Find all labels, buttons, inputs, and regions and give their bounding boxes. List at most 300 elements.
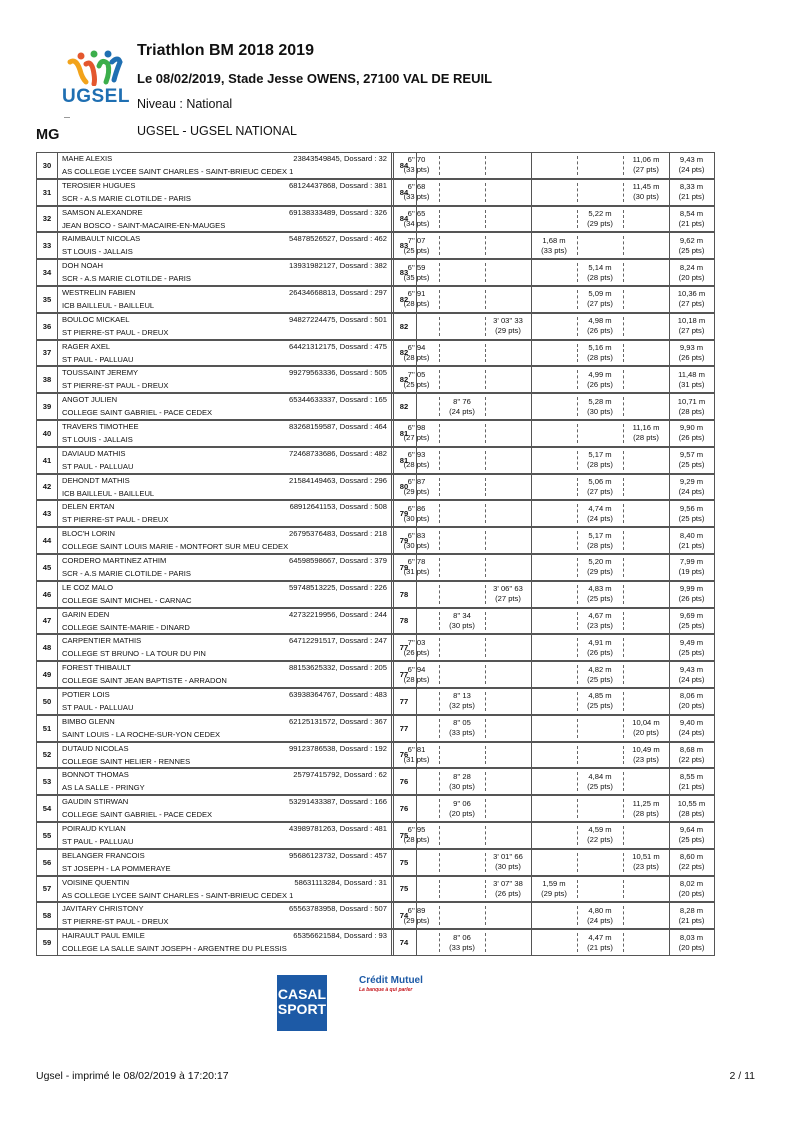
athlete-license: 23843549845, Dossard : 32: [293, 154, 387, 163]
column-separator: [531, 742, 532, 769]
event-result: 10,51 m: [632, 852, 660, 862]
event-cell-6: [623, 447, 669, 474]
athlete-school: COLLEGE SAINT MICHEL - CARNAC: [62, 595, 192, 605]
column-separator: [623, 853, 624, 872]
event-result: 9,43 m: [679, 155, 704, 165]
event-cell-5: [577, 688, 623, 715]
table-row: [36, 742, 758, 769]
event-cell-5: [577, 554, 623, 581]
event-cell-4: [531, 286, 577, 313]
event-result: 6'' 68: [407, 182, 426, 192]
athlete-school: ST PIERRE-ST PAUL - DREUX: [62, 327, 169, 337]
event-cell-6: [623, 420, 669, 447]
event-result: 6'' 59: [407, 262, 426, 272]
column-separator: [577, 397, 578, 416]
athlete-cell: [57, 929, 392, 956]
athlete-name: DOH NOAH: [62, 261, 103, 271]
event-cell-1: [393, 795, 439, 822]
event-cell-6: [623, 795, 669, 822]
athlete-license: 68912641153, Dossard : 508: [289, 502, 387, 512]
athlete-cell: [57, 259, 392, 286]
event-result: 6'' 94: [407, 664, 426, 674]
column-separator: [531, 393, 532, 420]
points-cell: 81: [391, 447, 417, 474]
event-cell-3: [485, 152, 531, 179]
athlete-license: 13931982127, Dossard : 382: [289, 261, 387, 271]
athlete-school: COLLEGE SAINT JEAN BAPTISTE - ARRADON: [62, 676, 227, 686]
column-separator: [623, 719, 624, 738]
event-points: (27 pts): [587, 299, 613, 309]
event-cell-2: [439, 474, 485, 501]
column-separator: [439, 317, 440, 336]
column-separator: [485, 290, 486, 309]
column-separator: [669, 474, 670, 501]
event-result: 5,17 m: [588, 530, 612, 540]
event-points: (25 pts): [678, 647, 705, 657]
column-separator: [623, 236, 624, 255]
event-cell-6: [623, 340, 669, 367]
athlete-line: [62, 449, 387, 458]
event-cell-5: [577, 474, 623, 501]
event-cell-3: [485, 581, 531, 608]
column-separator: [577, 746, 578, 765]
athlete-cell: [57, 420, 392, 447]
column-separator: [577, 665, 578, 684]
athlete-license: 25797415792, Dossard : 62: [293, 770, 387, 780]
column-separator: [531, 313, 532, 340]
athlete-name: CARPENTIER MATHIS: [62, 636, 142, 646]
table-row: [36, 581, 758, 608]
event-cell-1: [393, 876, 439, 903]
athlete-school: ST PIERRE-ST PAUL - DREUX: [62, 381, 169, 391]
event-points: (28 pts): [587, 352, 613, 362]
event-cell-3: [485, 876, 531, 903]
athlete-license: 64712291517, Dossard : 247: [289, 636, 387, 646]
event-points: (27 pts): [678, 299, 705, 309]
athlete-license: 65356621584, Dossard : 93: [293, 931, 387, 941]
event-points: (26 pts): [495, 888, 521, 898]
event-cell-3: [485, 715, 531, 742]
event-points: (29 pts): [541, 888, 567, 898]
athlete-cell: [57, 688, 392, 715]
event-result: 9,56 m: [679, 503, 704, 513]
event-cell-5: [577, 634, 623, 661]
event-cell-5: [577, 608, 623, 635]
column-separator: [669, 366, 670, 393]
table-row: [36, 902, 758, 929]
table-row: [36, 393, 758, 420]
event-result: 10,04 m: [632, 718, 660, 728]
table-row: [36, 661, 758, 688]
column-separator: [669, 554, 670, 581]
column-separator: [577, 772, 578, 791]
event-points: (29 pts): [495, 326, 521, 336]
athlete-line: [62, 261, 387, 270]
athlete-school: COLLEGE SAINT LOUIS MARIE - MONTFORT SUR MEU CEDEX: [62, 542, 289, 552]
points-cell: 84: [391, 179, 417, 206]
column-separator: [577, 585, 578, 604]
athlete-school: COLLEGE ST BRUNO - LA TOUR DU PIN: [62, 649, 206, 659]
athlete-license: 65344633337, Dossard : 165: [289, 395, 387, 405]
event-points: (20 pts): [678, 888, 705, 898]
event-cell-4: [531, 527, 577, 554]
table-row: [36, 527, 758, 554]
athlete-cell: [57, 902, 392, 929]
event-cell-3: [485, 768, 531, 795]
event-cell-1: [393, 929, 439, 956]
column-separator: [577, 370, 578, 389]
column-separator: [623, 156, 624, 175]
event-result: 4,59 m: [588, 825, 612, 835]
event-points: (26 pts): [678, 594, 705, 604]
table-row: [36, 876, 758, 903]
event-result: 5,20 m: [588, 557, 612, 567]
column-separator: [669, 447, 670, 474]
event-cell-6: [623, 393, 669, 420]
event-cell-1: [393, 232, 439, 259]
athlete-line: [62, 529, 387, 538]
event-result: 6'' 87: [407, 476, 426, 486]
column-separator: [623, 933, 624, 952]
event-cell-7: [669, 554, 715, 581]
event-points: (19 pts): [678, 567, 705, 577]
event-cell-4: [531, 822, 577, 849]
athlete-name: GARIN EDEN: [62, 609, 110, 619]
rank-cell: 35: [36, 286, 58, 313]
event-cell-7: [669, 152, 715, 179]
event-cell-1: [393, 554, 439, 581]
event-cell-7: [669, 500, 715, 527]
rank-cell: 44: [36, 527, 58, 554]
column-separator: [439, 424, 440, 443]
event-points: (33 pts): [403, 192, 430, 202]
event-result: 4,91 m: [588, 637, 612, 647]
event-result: 5,28 m: [588, 396, 612, 406]
column-separator: [577, 826, 578, 845]
event-cell-3: [485, 500, 531, 527]
table-row: [36, 232, 758, 259]
event-result: 8,03 m: [679, 932, 704, 942]
event-cell-4: [531, 688, 577, 715]
athlete-license: 63938364767, Dossard : 483: [289, 690, 387, 699]
column-separator: [531, 795, 532, 822]
event-cell-7: [669, 876, 715, 903]
athlete-line: [62, 502, 387, 511]
athlete-school: AS COLLEGE LYCEE SAINT CHARLES - SAINT-BRIEUC CEDEX 1: [62, 890, 294, 900]
event-level: Niveau : National: [137, 97, 233, 111]
column-separator: [531, 608, 532, 635]
event-cell-5: [577, 876, 623, 903]
athlete-license: 88153625332, Dossard : 205: [289, 663, 387, 673]
event-cell-6: [623, 366, 669, 393]
column-separator: [623, 290, 624, 309]
event-result: 9,29 m: [679, 476, 704, 486]
event-result: 10,49 m: [632, 744, 660, 754]
column-separator: [623, 826, 624, 845]
event-points: (22 pts): [678, 754, 705, 764]
athlete-name: VOISINE QUENTIN: [62, 877, 130, 887]
event-cell-2: [439, 634, 485, 661]
event-result: 7'' 07: [407, 235, 426, 245]
event-cell-4: [531, 152, 577, 179]
column-separator: [623, 746, 624, 765]
event-cell-7: [669, 688, 715, 715]
points-cell: 80: [391, 474, 417, 501]
athlete-license: 99123786538, Dossard : 192: [289, 743, 387, 753]
event-cell-6: [623, 608, 669, 635]
points-cell: 83: [391, 259, 417, 286]
event-cell-6: [623, 179, 669, 206]
column-separator: [577, 504, 578, 523]
points-cell: 78: [391, 608, 417, 635]
event-cell-6: [623, 527, 669, 554]
event-result: 6'' 86: [407, 503, 426, 513]
column-separator: [439, 397, 440, 416]
rank-cell: 59: [36, 929, 58, 956]
column-separator: [485, 451, 486, 470]
column-separator: [439, 451, 440, 470]
column-separator: [485, 236, 486, 255]
event-cell-1: [393, 634, 439, 661]
athlete-line: [62, 181, 387, 190]
athlete-name: TRAVERS TIMOTHEE: [62, 422, 139, 431]
event-points: (32 pts): [449, 701, 475, 711]
event-cell-5: [577, 527, 623, 554]
athlete-cell: [57, 232, 392, 259]
event-result: 9,57 m: [679, 450, 704, 460]
event-cell-4: [531, 581, 577, 608]
column-separator: [485, 719, 486, 738]
athlete-license: 43989781263, Dossard : 481: [289, 824, 387, 833]
column-separator: [577, 317, 578, 336]
event-result: 8,54 m: [679, 208, 704, 218]
event-cell-1: [393, 313, 439, 340]
event-points: (24 pts): [449, 406, 475, 416]
column-separator: [531, 152, 532, 179]
event-cell-2: [439, 929, 485, 956]
athlete-cell: [57, 661, 392, 688]
event-cell-4: [531, 795, 577, 822]
column-separator: [669, 849, 670, 876]
points-cell: 77: [391, 715, 417, 742]
column-separator: [669, 206, 670, 233]
event-points: (29 pts): [587, 567, 613, 577]
table-row: [36, 822, 758, 849]
event-result: 3' 03'' 33: [493, 316, 523, 326]
athlete-line: [62, 476, 387, 485]
athlete-line: [62, 824, 387, 833]
event-cell-7: [669, 206, 715, 233]
points-cell: 76: [391, 768, 417, 795]
athlete-license: 72468733686, Dossard : 482: [289, 448, 387, 458]
event-cell-2: [439, 608, 485, 635]
event-cell-1: [393, 286, 439, 313]
column-separator: [623, 263, 624, 282]
event-cell-1: [393, 179, 439, 206]
rank-cell: 52: [36, 742, 58, 769]
column-separator: [485, 478, 486, 497]
event-cell-4: [531, 715, 577, 742]
points-cell: 77: [391, 661, 417, 688]
event-result: 8,06 m: [679, 691, 704, 701]
column-separator: [485, 692, 486, 711]
event-points: (28 pts): [403, 460, 430, 470]
event-cell-7: [669, 902, 715, 929]
event-cell-2: [439, 768, 485, 795]
athlete-line: [62, 690, 387, 699]
event-points: (30 pts): [587, 406, 613, 416]
column-separator: [623, 880, 624, 899]
rank-cell: 46: [36, 581, 58, 608]
event-points: (21 pts): [587, 942, 613, 952]
table-row: [36, 340, 758, 367]
logo-text: UGSEL: [62, 86, 130, 107]
event-result: 1,68 m: [542, 235, 566, 245]
points-cell: 77: [391, 688, 417, 715]
column-separator: [439, 156, 440, 175]
rank-cell: 42: [36, 474, 58, 501]
column-separator: [439, 719, 440, 738]
event-points: (33 pts): [541, 245, 567, 255]
event-result: 9'' 06: [453, 798, 471, 808]
athlete-line: [62, 744, 387, 753]
event-cell-3: [485, 259, 531, 286]
event-cell-6: [623, 902, 669, 929]
event-cell-4: [531, 179, 577, 206]
event-cell-4: [531, 768, 577, 795]
casal-sport-logo: [277, 975, 327, 1031]
athlete-school: COLLEGE LA SALLE SAINT JOSEPH - ARGENTRE DU PLESSIS: [62, 944, 287, 954]
event-cell-3: [485, 179, 531, 206]
athlete-cell: [57, 500, 392, 527]
event-points: (24 pts): [587, 915, 613, 925]
event-cell-4: [531, 340, 577, 367]
event-cell-2: [439, 232, 485, 259]
table-row: [36, 849, 758, 876]
event-cell-1: [393, 688, 439, 715]
column-separator: [623, 478, 624, 497]
event-result: 3' 06'' 63: [493, 584, 523, 594]
event-cell-3: [485, 393, 531, 420]
event-points: (22 pts): [587, 835, 613, 845]
athlete-school: SCR - A.S MARIE CLOTILDE - PARIS: [62, 193, 191, 203]
event-cell-6: [623, 554, 669, 581]
athlete-school: ST LOUIS - JALLAIS: [62, 247, 133, 257]
column-separator: [577, 210, 578, 229]
athlete-school: ICB BAILLEUL - BAILLEUL: [62, 301, 155, 310]
column-separator: [623, 504, 624, 523]
event-cell-2: [439, 742, 485, 769]
event-result: 8'' 34: [453, 610, 471, 620]
athlete-license: 94827224475, Dossard : 501: [289, 314, 387, 324]
rank-cell: 38: [36, 366, 58, 393]
event-points: (30 pts): [449, 781, 475, 791]
event-result: 8,60 m: [679, 852, 704, 862]
event-cell-5: [577, 715, 623, 742]
column-separator: [531, 366, 532, 393]
event-cell-6: [623, 715, 669, 742]
event-cell-6: [623, 500, 669, 527]
event-points: (28 pts): [403, 352, 430, 362]
event-result: 5,09 m: [588, 289, 612, 299]
athlete-school: AS LA SALLE - PRINGY: [62, 783, 145, 793]
athlete-name: RAIMBAULT NICOLAS: [62, 234, 141, 244]
rank-cell: 55: [36, 822, 58, 849]
athlete-line: [62, 422, 387, 431]
event-result: 5,16 m: [588, 342, 612, 352]
event-points: (26 pts): [678, 433, 705, 443]
event-cell-3: [485, 474, 531, 501]
event-result: 5,22 m: [588, 208, 612, 218]
event-points: (21 pts): [678, 192, 705, 202]
athlete-cell: [57, 768, 392, 795]
column-separator: [439, 746, 440, 765]
event-result: 8,28 m: [679, 905, 704, 915]
column-separator: [485, 397, 486, 416]
rank-cell: 57: [36, 876, 58, 903]
event-cell-2: [439, 849, 485, 876]
event-cell-7: [669, 715, 715, 742]
athlete-school: COLLEGE SAINT GABRIEL - PACE CEDEX: [62, 810, 213, 820]
event-points: (20 pts): [633, 728, 659, 738]
column-separator: [623, 397, 624, 416]
event-cell-2: [439, 340, 485, 367]
event-result: 3' 07'' 38: [493, 878, 523, 888]
event-cell-6: [623, 661, 669, 688]
event-points: (28 pts): [587, 272, 613, 282]
event-points: (30 pts): [403, 513, 430, 523]
event-cell-5: [577, 313, 623, 340]
column-separator: [485, 344, 486, 363]
event-points: (25 pts): [678, 513, 705, 523]
event-cell-6: [623, 474, 669, 501]
rank-cell: 36: [36, 313, 58, 340]
event-result: 4,85 m: [588, 691, 612, 701]
event-cell-3: [485, 929, 531, 956]
event-points: (31 pts): [403, 567, 430, 577]
column-separator: [439, 906, 440, 925]
logo-divider: [64, 117, 70, 118]
athlete-name: CORDERO MARTINEZ ATHIM: [62, 556, 167, 565]
credit-mutuel-logo: [359, 975, 439, 999]
event-points: (22 pts): [678, 862, 705, 872]
athlete-school: COLLEGE SAINT HELIER - RENNES: [62, 756, 191, 766]
table-row: [36, 795, 758, 822]
rank-cell: 53: [36, 768, 58, 795]
event-points: (24 pts): [678, 165, 705, 175]
column-separator: [485, 880, 486, 899]
table-row: [36, 152, 758, 179]
event-cell-3: [485, 313, 531, 340]
event-cell-2: [439, 902, 485, 929]
event-points: (34 pts): [403, 218, 430, 228]
event-points: (24 pts): [678, 486, 705, 496]
column-separator: [531, 634, 532, 661]
event-result: 8,24 m: [679, 262, 704, 272]
event-result: 6'' 65: [407, 208, 426, 218]
credit-mutuel-name: Crédit Mutuel: [359, 975, 423, 986]
event-points: (24 pts): [678, 728, 705, 738]
athlete-name: HAIRAULT PAUL EMILE: [62, 931, 145, 941]
event-result: 11,45 m: [632, 182, 660, 192]
rank-cell: 33: [36, 232, 58, 259]
event-cell-5: [577, 286, 623, 313]
column-separator: [485, 317, 486, 336]
column-separator: [577, 799, 578, 818]
column-separator: [531, 929, 532, 956]
event-cell-4: [531, 661, 577, 688]
event-result: 4,74 m: [588, 503, 612, 513]
